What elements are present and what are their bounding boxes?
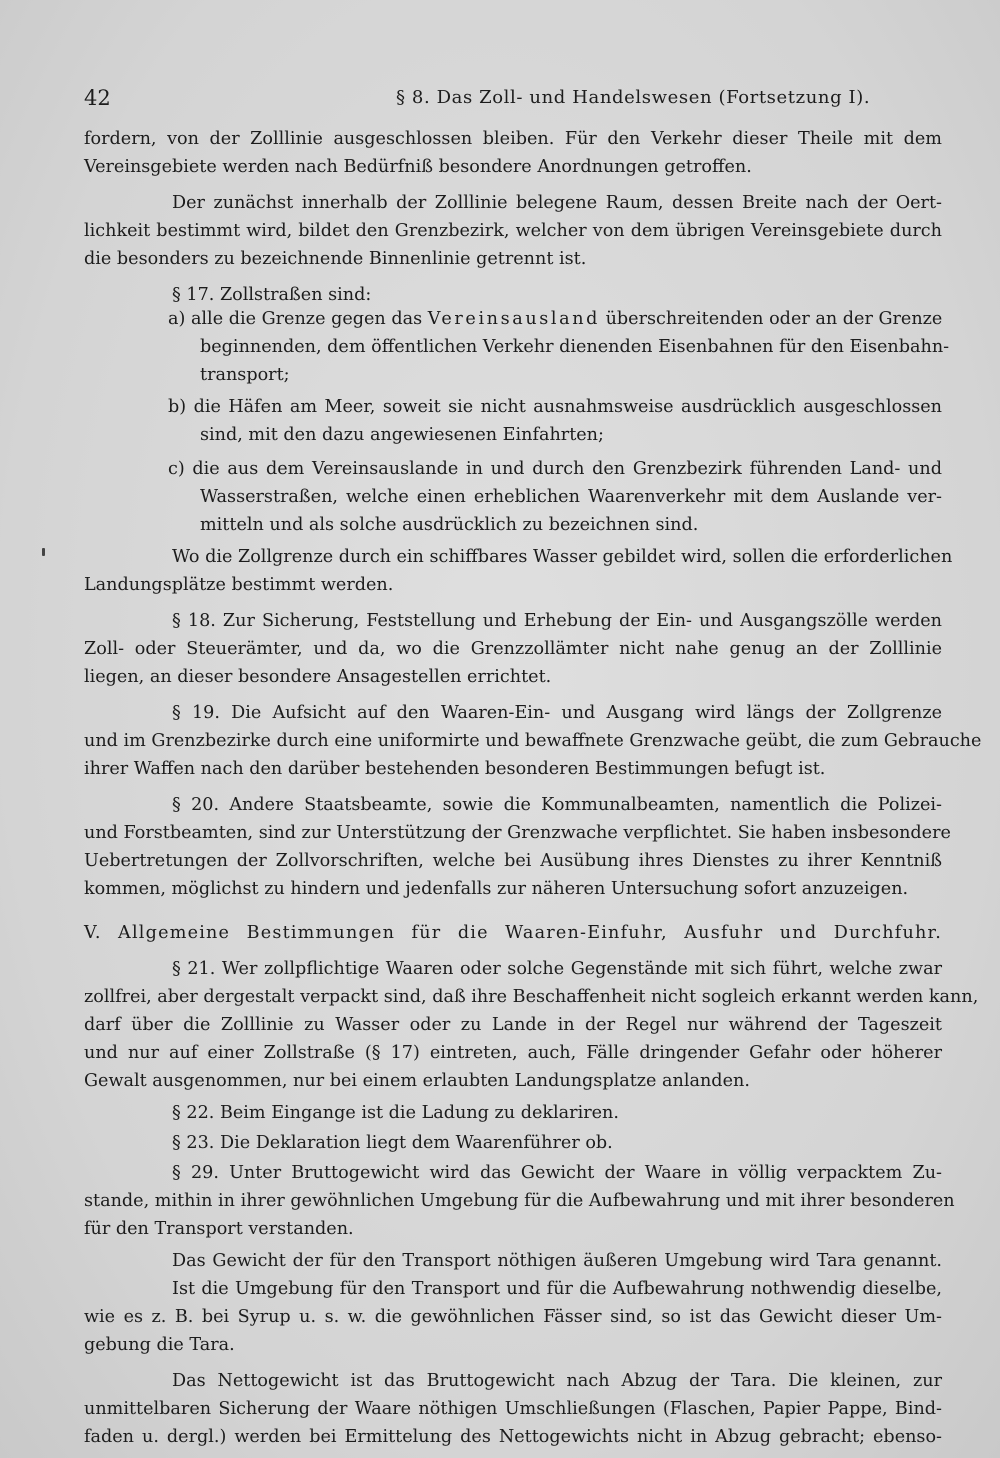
text-line: Das Gewicht der für den Transport nöthigen äußeren Umgebung wird Tara genannt. bbox=[172, 1251, 942, 1271]
margin-mark bbox=[42, 548, 45, 556]
text-line: unmittelbaren Sicherung der Waare nöthigen Umschließungen (Flaschen, Papier Pappe, Bind- bbox=[84, 1399, 942, 1419]
text-line: stande, mithin in ihrer gewöhnlichen Umgebung für die Aufbewahrung und mit ihrer besonderen bbox=[84, 1191, 955, 1211]
text-line: fordern, von der Zolllinie ausgeschlossen bleiben. Für den Verkehr dieser Theile mit dem bbox=[84, 129, 942, 149]
text-line: transport; bbox=[200, 365, 290, 385]
text-line: zollfrei, aber dergestalt verpackt sind, daß ihre Beschaffenheit nicht sogleich erkannt werden kann, bbox=[84, 987, 979, 1007]
list-item-a bbox=[168, 305, 942, 334]
text-line: gebung die Tara. bbox=[84, 1335, 235, 1355]
text-line: liegen, an dieser besondere Ansagestellen errichtet. bbox=[84, 667, 552, 687]
text-line: sind, mit den dazu angewiesenen Einfahrten; bbox=[200, 425, 604, 445]
text-line: darf über die Zolllinie zu Wasser oder zu Lande in der Regel nur während der Tageszeit bbox=[84, 1015, 942, 1035]
text-line: Wasserstraßen, welche einen erheblichen Waarenverkehr mit dem Auslande ver- bbox=[200, 487, 942, 507]
text-line: und nur auf einer Zollstraße (§ 17) eintreten, auch, Fälle dringender Gefahr oder höherer bbox=[84, 1043, 942, 1063]
list-item-c: c) die aus dem Vereinsauslande in und durch den Grenzbezirk führenden Land- und bbox=[168, 459, 942, 479]
text-line: Wo die Zollgrenze durch ein schiffbares Wasser gebildet wird, sollen die erforderlichen bbox=[172, 547, 953, 567]
list-item-a-end: überschreitenden oder an der Grenze bbox=[605, 309, 943, 329]
text-line: und im Grenzbezirke durch eine uniformirte und bewaffnete Grenzwache geübt, die zum Gebrauche bbox=[84, 731, 982, 751]
text-line: für den Transport verstanden. bbox=[84, 1219, 354, 1239]
text-line: faden u. dergl.) werden bei Ermittelung des Nettogewichts nicht in Abzug gebracht; ebenso- bbox=[84, 1427, 942, 1447]
text-line: Zoll- oder Steuerämter, und da, wo die Grenzzollämter nicht nahe genug an der Zolllinie bbox=[84, 639, 942, 659]
text-line: Gewalt ausgenommen, nur bei einem erlaubten Landungsplatze anlanden. bbox=[84, 1071, 750, 1091]
text-line: Der zunächst innerhalb der Zolllinie belegene Raum, dessen Breite nach der Oert- bbox=[172, 193, 942, 213]
text-line: wie es z. B. bei Syrup u. s. w. die gewöhnlichen Fässer sind, so ist das Gewicht dieser Um- bbox=[84, 1307, 942, 1327]
text-line: die besonders zu bezeichnende Binnenlinie getrennt ist. bbox=[84, 249, 587, 269]
text-line: Landungsplätze bestimmt werden. bbox=[84, 575, 394, 595]
section-21-start: § 21. Wer zollpflichtige Waaren oder solche Gegenstände mit sich führt, welche zwar bbox=[172, 959, 942, 979]
section-23: § 23. Die Deklaration liegt dem Waarenführer ob. bbox=[172, 1133, 613, 1153]
list-item-b: b) die Häfen am Meer, soweit sie nicht ausnahmsweise ausdrücklich ausgeschlossen bbox=[168, 397, 942, 417]
page-header bbox=[84, 84, 942, 114]
text-line: Das Nettogewicht ist das Bruttogewicht nach Abzug der Tara. Die kleinen, zur bbox=[172, 1371, 942, 1391]
text-line: und Forstbeamten, sind zur Unterstützung der Grenzwache verpflichtet. Sie haben insbesondere bbox=[84, 823, 951, 843]
spaced-word: Vereinsausland bbox=[427, 309, 600, 329]
section-29-start: § 29. Unter Bruttogewicht wird das Gewicht der Waare in völlig verpacktem Zu- bbox=[172, 1163, 942, 1183]
text-line: Ist die Umgebung für den Transport und für die Aufbewahrung nothwendig dieselbe, bbox=[172, 1279, 942, 1299]
text-line: lichkeit bestimmt wird, bildet den Grenzbezirk, welcher von dem übrigen Vereinsgebiete durch bbox=[84, 221, 942, 241]
running-title: § 8. Das Zoll- und Handelswesen (Fortsetzung I). bbox=[396, 87, 871, 108]
chapter-heading: V. Allgemeine Bestimmungen für die Waaren-Einfuhr, Ausfuhr und Durchfuhr. bbox=[84, 923, 942, 943]
section-20-start: § 20. Andere Staatsbeamte, sowie die Kommunalbeamten, namentlich die Polizei- bbox=[172, 795, 942, 815]
section-19-start: § 19. Die Aufsicht auf den Waaren-Ein- und Ausgang wird längs der Zollgrenze bbox=[172, 703, 942, 723]
page-number: 42 bbox=[84, 86, 111, 110]
text-line: beginnenden, dem öffentlichen Verkehr dienenden Eisenbahnen für den Eisenbahn- bbox=[200, 337, 950, 357]
section-17-heading: § 17. Zollstraßen sind: bbox=[172, 285, 372, 305]
text-line: ihrer Waffen nach den darüber bestehenden besonderen Bestimmungen befugt ist. bbox=[84, 759, 826, 779]
section-18-start: § 18. Zur Sicherung, Feststellung und Erhebung der Ein- und Ausgangszölle werden bbox=[172, 611, 942, 631]
text-line: Vereinsgebiete werden nach Bedürfniß besondere Anordnungen getroffen. bbox=[84, 157, 752, 177]
text-line: Uebertretungen der Zollvorschriften, welche bei Ausübung ihres Dienstes zu ihrer Kenntniß bbox=[84, 851, 942, 871]
section-22: § 22. Beim Eingange ist die Ladung zu deklariren. bbox=[172, 1103, 619, 1123]
text-line: mitteln und als solche ausdrücklich zu bezeichnen sind. bbox=[200, 515, 699, 535]
text-line: kommen, möglichst zu hindern und jedenfalls zur näheren Untersuchung sofort anzuzeigen. bbox=[84, 879, 909, 899]
list-item-a-start: a) alle die Grenze gegen das bbox=[168, 309, 423, 329]
